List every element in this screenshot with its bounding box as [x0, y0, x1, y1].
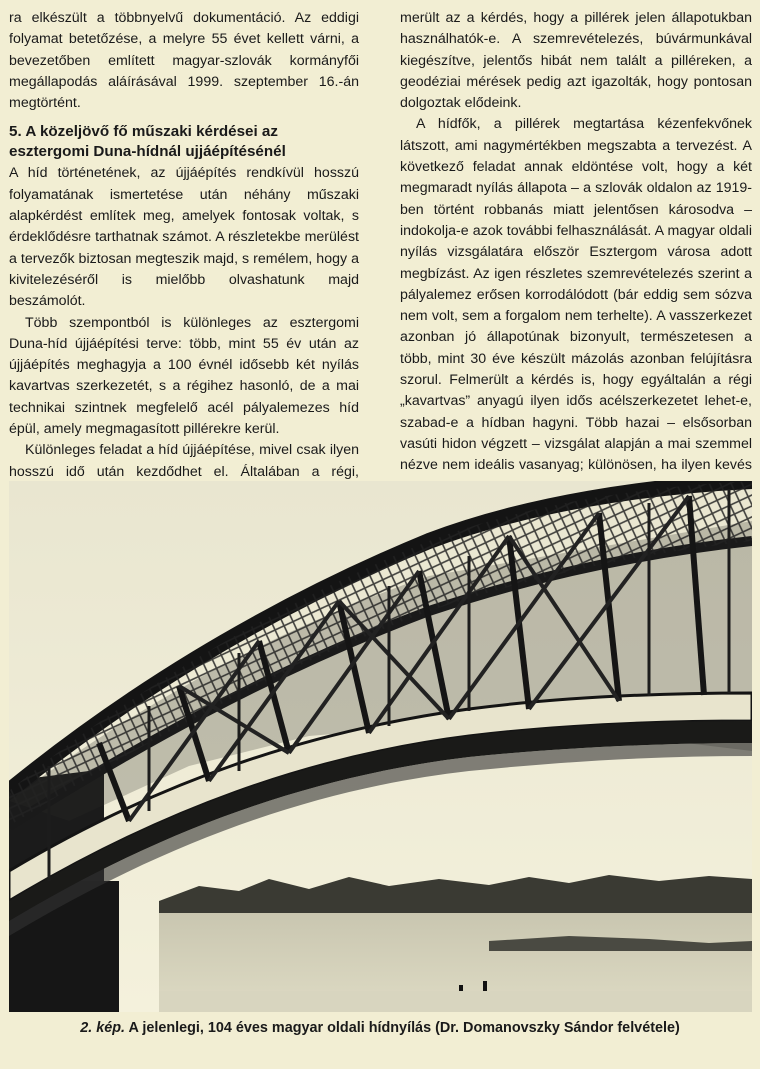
caption-text: A jelenlegi, 104 éves magyar oldali hídnyílás (Dr. Domanovszky Sándor felvétele)	[125, 1020, 680, 1036]
paragraph: A hídfők, a pillérek megtartása kézenfekvőnek látszott, ami nagymértékben megszabta a tervezést. A következő feladat annak eldöntése volt, hogy a két megmaradt nyílás állapota – a szlovák oldalon az 1919-ben történt robbanás miatt jelentősen károsodva – indokolja-e azok további felhasználását. A magyar oldali nyílás vizsgálatára először Esztergom városa adott megbízást. Az igen részletes szemrevételezés szerint a pályalemez erősen korrodálódott (bár eddig sem sózva nem volt, sem a forgalom nem terhelte). A vasszerkezet azonban jó állapotúnak bizonyult, természetesen a több, mint 30 éve készült mázolás azonban felújításra szorul. Felmerült a kérdés is, hogy egyáltalán a régi „kavartvas” anyagú ilyen idős acélszerkezetet lehet-e, szabad-e a hídban hagyni. Több hazai – elsősorban vasúti hidon végzett – vizsgálat alapján a mai szemmel nézve nem ideális vasanyag; különösen, ha ilyen kevés	[400, 116, 752, 474]
paragraph: Különleges feladat a híd újjáépítése, mivel csak ilyen hosszú idő után kezdődhet el. Általában a régi,	[9, 442, 359, 480]
paragraph: merült az a kérdés, hogy a pillérek jelen állapotukban használhatók-e. A szemrevételezés, búvármunkával kiegészítve, jelentős hibát nem talált a pilléreken, a geodéziai mérések pedig azt igazolták, hogy pontosan dolgoztak elődeink.	[400, 10, 752, 112]
caption-number: 2. kép.	[80, 1020, 125, 1036]
figure-caption	[0, 1020, 760, 1036]
paragraph: A híd történetének, az újjáépítés rendkívül hosszú folyamatának ismertetése után néhány műszaki alapkérdést említek meg, amelyek fontosak voltak, s érdeklődésre tarthatnak számot. A részletekbe merülést a tervezők biztosan megteszik majd, s remélem, hogy a kivitelezéséről is mielőbb olvashatunk majd beszámolót.	[9, 165, 359, 310]
section-heading: 5. A közeljövő fő műszaki kérdései az esztergomi Duna-hídnál ujjáépítésénél	[9, 123, 286, 160]
bridge-truss-photo	[9, 481, 752, 1012]
paragraph: ra elkészült a többnyelvű dokumentáció. Az eddigi folyamat betetőzése, a melyre 55 évet kellett várni, a bevezetőben említett magyar-szlovák kormányfői megállapodás aláírásával 1999. szeptember 16.-án megtörtént.	[9, 10, 359, 112]
paragraph: Több szempontból is különleges az esztergomi Duna-híd újjáépítési terve: több, mint 55 év után az újjáépítés meghagyja a 100 évnél idősebb két nyílás kavartvas szerkezetét, s a régihez hasonló, de a mai technikai szintnek megfelelő acél pályalemezes híd épül, amely megmagasított pillérekre kerül.	[9, 314, 359, 438]
right-column	[400, 8, 752, 540]
